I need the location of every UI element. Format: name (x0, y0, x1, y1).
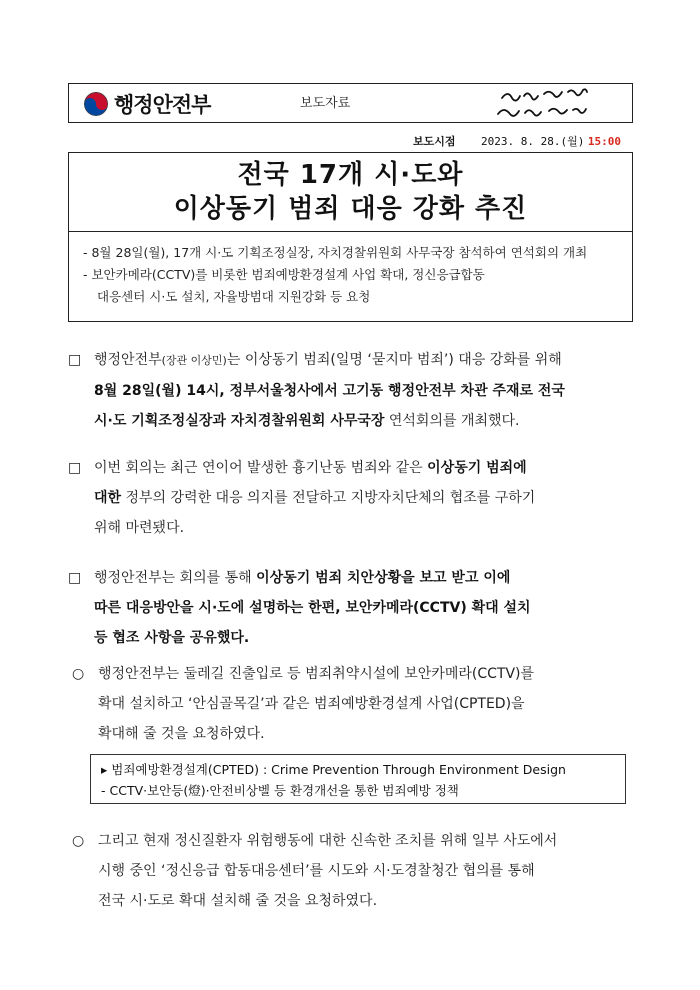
paragraph-3-line-2: 따른 대응방안을 시·도에 설명하는 한편, 보안카메라(CCTV) 확대 설치 (94, 600, 531, 616)
note-line-1: ▸ 범죄예방환경설계(CPTED) : Crime Prevention Through Environment Design (101, 762, 566, 777)
paragraph-2-line-2-bold: 대한 (94, 490, 122, 506)
circle-bullet: ○ (72, 833, 85, 849)
ministry-text: 행정안전부 (94, 352, 162, 368)
paragraph-2-line-1-bold: 이상동기 범죄에 (427, 460, 527, 476)
square-bullet: □ (68, 570, 82, 586)
taegeuk-icon (84, 92, 108, 116)
sub-item-1 (72, 659, 636, 749)
paragraph-1 (68, 345, 636, 436)
paragraph-2-line-1: 이번 회의는 최근 연이어 발생한 흉기난동 범죄와 같은 (94, 460, 428, 476)
title-line-1: 전국 17개 시·도와 (237, 160, 464, 190)
paragraph-1-line-3-rest: 연석회의를 개최했다. (384, 413, 520, 429)
paragraph-2-line-3: 위해 마련됐다. (94, 520, 185, 536)
paragraph-3-line-1-bold: 이상동기 범죄 치안상황을 보고 받고 이에 (256, 570, 511, 586)
summary-item-1: - 8월 28일(월), 17개 시·도 기획조정실장, 자치경찰위원회 사무국장 참석하여 연석회의 개최 (83, 245, 588, 260)
square-bullet: □ (68, 352, 82, 368)
summary-box (68, 232, 633, 322)
sub-item-2-line-2: 시행 중인 ‘정신응급 합동대응센터’를 시도와 시·도경찰청간 협의를 통해 (98, 863, 535, 879)
paragraph-1-line-1: 는 이상동기 범죄(일명 ‘묻지마 범죄’) 대응 강화를 위해 (226, 352, 562, 368)
title-line-2: 이상동기 범죄 대응 강화 추진 (173, 194, 528, 224)
note-line-2: - CCTV·보안등(燈)·안전비상벨 등 환경개선을 통한 범죄예방 정책 (101, 783, 459, 798)
org-name: 행정안전부 (114, 93, 211, 117)
paragraph-3 (68, 563, 636, 653)
summary-item-2-line-1: - 보안카메라(CCTV)를 비롯한 범죄예방환경설계 사업 확대, 정신응급합동 (83, 267, 485, 282)
square-bullet: □ (68, 460, 82, 476)
paragraph-2-line-2: 정부의 강력한 대응 의지를 전달하고 지방자치단체의 협조를 구하기 (121, 490, 536, 506)
paragraph-1-line-2: 8월 28일(월) 14시, 정부서울청사에서 고기동 행정안전부 차관 주재로 전국 (94, 383, 565, 399)
press-release-label: 보도자료 (300, 96, 351, 111)
paragraph-2 (68, 453, 636, 543)
slogan-signature (488, 84, 628, 122)
sub-item-2-line-3: 전국 시·도로 확대 설치해 줄 것을 요청하였다. (98, 893, 378, 909)
sub-item-1-line-3: 확대해 줄 것을 요청하였다. (98, 726, 265, 742)
release-label: 보도시점 (413, 135, 456, 148)
circle-bullet: ○ (72, 666, 85, 682)
release-date: 2023. 8. 28.(월) (481, 135, 585, 148)
release-hour: 15:00 (587, 135, 621, 148)
sub-item-1-line-2: 확대 설치하고 ‘안심골목길’과 같은 범죄예방환경설계 사업(CPTED)을 (98, 696, 525, 712)
paragraph-3-line-1: 행정안전부는 회의를 통해 (94, 570, 257, 586)
sub-item-1-line-1: 행정안전부는 둘레길 진출입로 등 범죄취약시설에 보안카메라(CCTV)를 (98, 666, 535, 682)
paragraph-1-line-3-bold: 시·도 기획조정실장과 자치경찰위원회 사무국장 (94, 413, 385, 429)
summary-item-2-line-2: 대응센터 시·도 설치, 자율방범대 지원강화 등 요청 (97, 289, 371, 304)
sub-item-2 (72, 826, 636, 916)
cpted-note-box (90, 754, 626, 804)
title-box (68, 152, 633, 232)
minister-note: (장관 이상민) (161, 354, 227, 367)
ministry-logo (84, 89, 210, 119)
release-time (413, 133, 621, 149)
sub-item-2-line-1: 그리고 현재 정신질환자 위험행동에 대한 신속한 조치를 위해 일부 사도에서 (98, 833, 558, 849)
paragraph-3-line-3: 등 협조 사항을 공유했다. (94, 630, 250, 646)
